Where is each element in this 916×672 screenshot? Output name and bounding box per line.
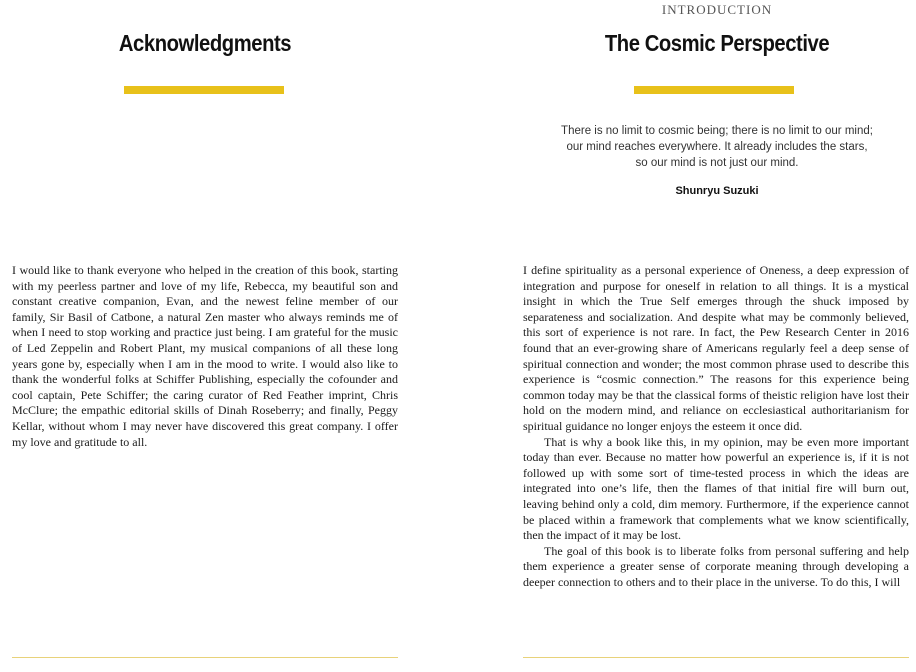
body-paragraph: The goal of this book is to liberate folks from personal suffering and help them experience a greater sense of corporate meaning through developing a deeper connection to others and to their place in the universe. To do this, I will — [523, 543, 909, 589]
body-paragraph: I would like to thank everyone who helped in the creation of this book, starting with my peerless partner and love of my life, Rebecca, my beautiful son and constant creative companion, Evan, and the newest feline member of our family, Sir Basil of Catbone, a natural Zen master who always reminds me of when I need to stop working and practice just being. I am grateful for the music of Led Zeppelin and Robert Plant, my musical companions of all these long years gone by, especially when I am in the mood to write. I would also like to thank the wonderful folks at Schiffer Publishing, especially the cofounder and cool captain, Pete Schiffer; the caring curator of Red Feather imprint, Chris McClure; the empathic editorial skills of Dinah Roseberry; and finally, Peggy Kellar, without whom I may never have discovered this great company. I offer my love and gratitude to all. — [12, 263, 398, 449]
epigraph-line: There is no limit to cosmic being; there is no limit to our mind; — [561, 125, 873, 137]
title-accent-rule — [634, 86, 794, 94]
footer-rule — [12, 657, 398, 658]
acknowledgments-body — [12, 263, 398, 450]
body-paragraph: That is why a book like this, in my opinion, may be even more important today than ever. Because no matter how powerful an experience is, if it is not followed up with some sort of time-tested process in which the ideas are integrated into one’s life, then the flames of that initial fire will burn out, leaving behind only a cold, dim memory. Furthermore, if the experience cannot be placed within a framework that complements what we know scientifically, then the impact of it may be lost. — [523, 434, 909, 543]
body-paragraph: I define spirituality as a personal experience of Oneness, a deep expression of integration and purpose for oneself in relation to all things. It is a mystical insight in which the True Self emerges through the shuck imposed by separateness and socialization. And despite what may be commonly believed, this sort of experience is not rare. In fact, the Pew Research Center in 2016 found that an ever-growing share of Americans regularly feel a deep sense of spiritual connection and wonder; the most common phrase used to describe this experience is “cosmic connection.” The reasons for this experience being common today may be that the classical forms of theistic religion have lost their hold on the modern mind, and reliance on ecclesiastical authoritarianism for spiritual guidance no longer enjoys the esteem it once did. — [523, 263, 909, 433]
introduction-title: The Cosmic Perspective — [604, 30, 830, 56]
section-kicker: INTRODUCTION — [661, 2, 773, 17]
epigraph-line: so our mind is not just our mind. — [635, 157, 799, 169]
introduction-body — [523, 263, 909, 590]
left-page — [0, 0, 410, 672]
epigraph-line: our mind reaches everywhere. It already includes the stars, — [566, 141, 868, 153]
title-accent-rule — [124, 86, 284, 94]
right-page — [518, 0, 916, 672]
epigraph-quote — [538, 123, 896, 171]
acknowledgments-title: Acknowledgments — [118, 30, 292, 56]
epigraph-author: Shunryu Suzuki — [675, 185, 759, 197]
footer-rule — [523, 657, 909, 658]
